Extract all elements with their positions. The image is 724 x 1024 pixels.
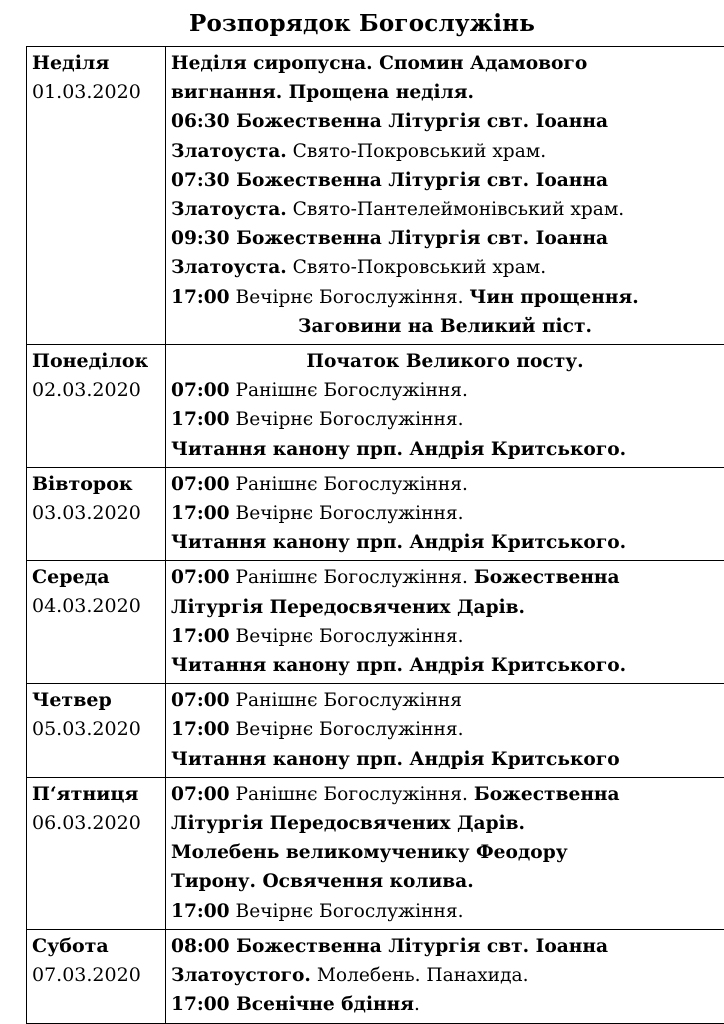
event-line — [171, 715, 719, 744]
events-cell — [166, 777, 724, 929]
day-cell — [27, 684, 166, 778]
event-text-bold: Тирону. Освячення колива. — [171, 871, 474, 893]
event-text-bold: Златоустого. — [171, 965, 311, 987]
event-text: Ранішнє Богослужіння. — [229, 473, 468, 495]
event-text-bold: 17:00 — [171, 503, 230, 525]
event-text-bold: Златоуста. — [171, 199, 287, 221]
event-text-bold: Літургія Передосвячених Дарів. — [171, 813, 526, 835]
day-name: Понеділок — [32, 350, 149, 373]
event-text: Ранішнє Богослужіння. — [229, 567, 474, 589]
day-row — [27, 345, 724, 468]
event-text-bold: Читання канону прп. Андрія Критського — [171, 748, 620, 770]
event-text-bold: Читання канону прп. Андрія Критського. — [171, 655, 627, 677]
event-text: Ранішнє Богослужіння — [229, 690, 463, 712]
event-text: Свято-Покровський храм. — [286, 257, 547, 279]
day-date: 04.03.2020 — [32, 595, 141, 618]
day-cell — [27, 345, 166, 468]
event-text-bold: 07:00 — [171, 690, 230, 712]
event-text-bold: 17:00 — [171, 409, 230, 431]
event-line — [171, 897, 719, 926]
event-text: Свято-Покровський храм. — [286, 140, 547, 162]
event-line — [171, 780, 719, 809]
event-text-bold: Божественна — [473, 567, 620, 589]
day-date: 03.03.2020 — [32, 501, 141, 524]
events-cell — [166, 47, 724, 345]
day-row — [27, 777, 724, 929]
day-date: 07.03.2020 — [32, 963, 141, 986]
events-cell — [166, 561, 724, 684]
event-line — [171, 376, 719, 405]
event-text-bold: 17:00 Всенічне бдіння — [171, 994, 414, 1016]
event-text-bold: Заговини на Великий піст. — [298, 315, 592, 337]
event-line — [171, 961, 719, 990]
events-cell — [166, 467, 724, 561]
day-name: Неділя — [32, 52, 110, 74]
event-line — [171, 563, 719, 592]
day-row — [27, 467, 724, 561]
event-text: Вечірнє Богослужіння. — [229, 286, 470, 308]
event-text-bold: Читання канону прп. Андрія Критського. — [171, 532, 627, 554]
day-name: Четвер — [32, 689, 112, 712]
day-date: 02.03.2020 — [32, 379, 141, 402]
events-cell — [166, 684, 724, 778]
event-text: Ранішнє Богослужіння. — [229, 783, 474, 805]
event-text: Вечірнє Богослужіння. — [229, 503, 464, 525]
event-line — [171, 809, 719, 838]
day-name: П‘ятниця — [32, 782, 139, 805]
event-text: Вечірнє Богослужіння. — [229, 625, 464, 647]
event-line — [171, 528, 719, 557]
event-text: Вечірнє Богослужіння. — [229, 719, 464, 741]
day-row — [27, 561, 724, 684]
event-text-bold: 06:30 Божественна Літургія свт. Іоанна — [171, 111, 609, 133]
event-line — [171, 312, 719, 341]
event-line — [171, 499, 719, 528]
event-text-bold: Читання канону прп. Андрія Критського. — [171, 438, 627, 460]
event-text-bold: Літургія Передосвячених Дарів. — [171, 596, 526, 618]
event-text-bold: 17:00 — [171, 625, 230, 647]
event-text-bold: 07:00 — [171, 567, 230, 589]
event-text-bold: 07:00 — [171, 783, 230, 805]
event-line — [171, 651, 719, 680]
day-date: 06.03.2020 — [32, 811, 141, 834]
event-text-bold: 07:00 — [171, 473, 230, 495]
event-line — [171, 166, 719, 195]
schedule-body — [27, 47, 724, 1024]
day-date: 01.03.2020 — [32, 81, 141, 103]
event-line — [171, 49, 719, 78]
event-text-bold: 07:30 Божественна Літургія свт. Іоанна — [171, 169, 609, 191]
day-name: Середа — [32, 566, 110, 589]
day-row — [27, 684, 724, 778]
event-text-bold: 07:00 — [171, 380, 230, 402]
event-line — [171, 470, 719, 499]
event-text: Молебень. Панахида. — [310, 965, 529, 987]
day-row — [27, 929, 724, 1023]
day-row — [27, 47, 724, 345]
day-cell — [27, 47, 166, 345]
event-text: Вечірнє Богослужіння. — [229, 900, 464, 922]
event-line — [171, 867, 719, 896]
event-line — [171, 745, 719, 774]
event-text: Ранішнє Богослужіння. — [229, 380, 468, 402]
page-title: Розпорядок Богослужінь — [188, 10, 536, 37]
event-text-bold: 08:00 Божественна Літургія свт. Іоанна — [171, 935, 609, 957]
day-cell — [27, 561, 166, 684]
event-line — [171, 283, 719, 312]
event-text-bold: Златоуста. — [171, 257, 287, 279]
event-line — [171, 593, 719, 622]
events-cell — [166, 345, 724, 468]
event-line — [171, 107, 719, 136]
event-text-bold: Неділя сиропусна. Спомин Адамового — [171, 53, 588, 74]
event-line — [171, 347, 719, 376]
event-text: . — [413, 994, 420, 1016]
event-text: Вечірнє Богослужіння. — [229, 409, 464, 431]
event-line — [171, 435, 719, 464]
event-text-bold: 17:00 — [171, 719, 230, 741]
event-line — [171, 78, 719, 107]
event-text-bold: Чин прощення. — [469, 286, 639, 308]
event-line — [171, 622, 719, 651]
event-text-bold: 17:00 — [171, 900, 230, 922]
event-line — [171, 224, 719, 253]
day-date: 05.03.2020 — [32, 718, 141, 741]
day-cell — [27, 777, 166, 929]
event-text-bold: 09:30 Божественна Літургія свт. Іоанна — [171, 228, 609, 250]
day-cell — [27, 929, 166, 1023]
event-line — [171, 932, 719, 961]
event-text-bold: 17:00 — [171, 286, 230, 308]
day-name: Субота — [32, 934, 109, 957]
schedule-table — [26, 46, 724, 1024]
day-name: Вівторок — [32, 472, 133, 495]
event-text-bold: Початок Великого посту. — [306, 351, 584, 373]
day-cell — [27, 467, 166, 561]
event-text-bold: Златоуста. — [171, 140, 287, 162]
event-text-bold: Молебень великомученику Феодору — [171, 842, 568, 864]
event-text: Свято-Пантелеймонівський храм. — [286, 199, 625, 221]
event-line — [171, 195, 719, 224]
event-line — [171, 137, 719, 166]
event-text-bold: вигнання. Прощена неділя. — [171, 82, 474, 104]
event-line — [171, 838, 719, 867]
events-cell — [166, 929, 724, 1023]
event-line — [171, 686, 719, 715]
event-line — [171, 405, 719, 434]
event-line — [171, 990, 719, 1019]
event-text-bold: Божественна — [473, 783, 620, 805]
event-line — [171, 253, 719, 282]
